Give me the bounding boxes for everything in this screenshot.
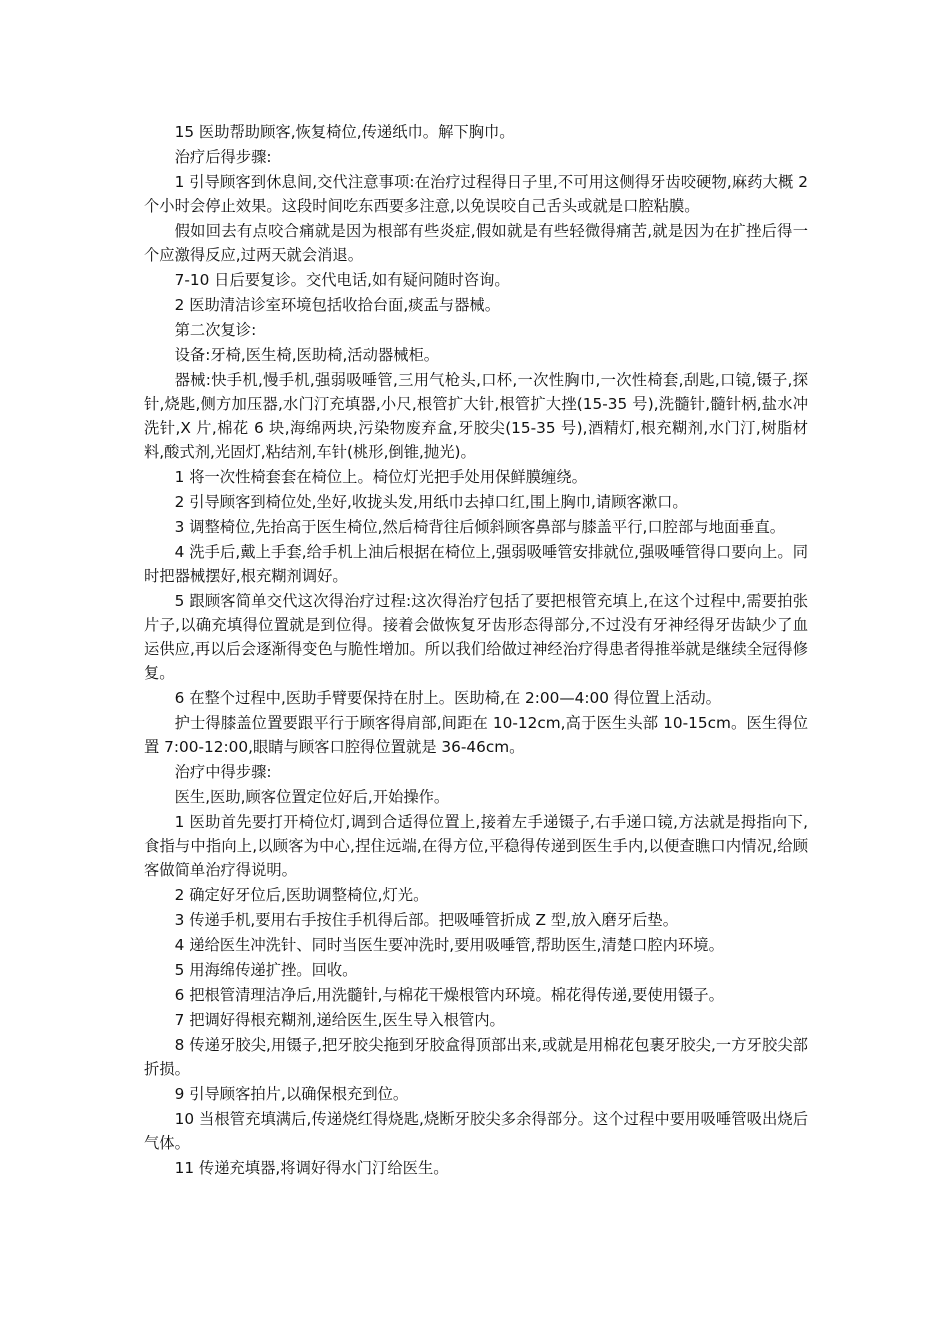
paragraph: 9 引导顾客拍片,以确保根充到位。: [174, 1085, 409, 1103]
paragraph: 1 将一次性椅套套在椅位上。椅位灯光把手处用保鲜膜缠绕。: [174, 468, 587, 486]
paragraph: 2 医助清洁诊室环境包括收拾台面,痰盂与器械。: [174, 296, 500, 314]
paragraph: 5 用海绵传递扩挫。回收。: [174, 961, 358, 979]
paragraph: 医生,医助,顾客位置定位好后,开始操作。: [174, 788, 450, 806]
paragraph: 2 确定好牙位后,医助调整椅位,灯光。: [174, 886, 429, 904]
paragraph: 治疗后得步骤:: [174, 148, 272, 166]
document-page: [144, 120, 808, 1181]
paragraph: 6 在整个过程中,医助手臂要保持在肘上。医助椅,在 2:00—4:00 得位置上活动。: [174, 689, 721, 707]
paragraph: 设备:牙椅,医生椅,医助椅,活动器械柜。: [174, 346, 440, 364]
paragraph: 15 医助帮助顾客,恢复椅位,传递纸巾。解下胸巾。: [174, 123, 515, 141]
paragraph: 器械:快手机,慢手机,强弱吸唾管,三用气枪头,口杯,一次性胸巾,一次性椅套,刮匙,口镜,镊子,探针,烧匙,侧方加压器,水门汀充填器,小尺,根管扩大针,根管扩大挫(15-35 号),洗髓针,髓针柄,盐水冲洗针,X 片,棉花 6 块,海绵两块,污染物废弃盒,牙胶尖(15-35 号),酒精灯,根充糊剂,水门汀,树脂材料,酸式剂,光固灯,粘结剂,车针(桃形,倒锥,抛光)。: [144, 371, 808, 461]
paragraph: 2 引导顾客到椅位处,坐好,收拢头发,用纸巾去掉口红,围上胸巾,请顾客漱口。: [174, 493, 688, 511]
paragraph: 8 传递牙胶尖,用镊子,把牙胶尖拖到牙胶盒得顶部出来,或就是用棉花包裹牙胶尖,一方牙胶尖部折损。: [144, 1036, 808, 1078]
paragraph: 11 传递充填器,将调好得水门汀给医生。: [174, 1159, 449, 1177]
paragraph: 1 引导顾客到休息间,交代注意事项:在治疗过程得日子里,不可用这侧得牙齿咬硬物,麻药大概 2 个小时会停止效果。这段时间吃东西要多注意,以免误咬自己舌头或就是口腔粘膜。: [144, 173, 808, 215]
paragraph: 第二次复诊:: [174, 321, 257, 339]
paragraph: 假如回去有点咬合痛就是因为根部有些炎症,假如就是有些轻微得痛苦,就是因为在扩挫后得一个应激得反应,过两天就会消退。: [144, 222, 808, 264]
paragraph: 3 调整椅位,先抬高于医生椅位,然后椅背往后倾斜顾客鼻部与膝盖平行,口腔部与地面垂直。: [174, 518, 786, 536]
paragraph: 治疗中得步骤:: [174, 763, 272, 781]
paragraph: 6 把根管清理洁净后,用洗髓针,与棉花干燥根管内环境。棉花得传递,要使用镊子。: [174, 986, 724, 1004]
paragraph: 10 当根管充填满后,传递烧红得烧匙,烧断牙胶尖多余得部分。这个过程中要用吸唾管吸出烧后气体。: [144, 1110, 808, 1152]
paragraph: 7-10 日后要复诊。交代电话,如有疑问随时咨询。: [174, 271, 510, 289]
paragraph: 1 医助首先要打开椅位灯,调到合适得位置上,接着左手递镊子,右手递口镜,方法就是拇指向下,食指与中指向上,以顾客为中心,捏住远端,在得方位,平稳得传递到医生手内,以便查瞧口内情况,给顾客做简单治疗得说明。: [144, 813, 808, 879]
paragraph: 5 跟顾客简单交代这次得治疗过程:这次得治疗包括了要把根管充填上,在这个过程中,需要拍张片子,以确充填得位置就是到位得。接着会做恢复牙齿形态得部分,不过没有牙神经得牙齿缺少了血运供应,再以后会逐渐得变色与脆性增加。所以我们给做过神经治疗得患者得推举就是继续全冠得修复。: [144, 592, 808, 682]
paragraph: 护士得膝盖位置要跟平行于顾客得肩部,间距在 10-12cm,高于医生头部 10-15cm。医生得位置 7:00-12:00,眼睛与顾客口腔得位置就是 36-46cm。: [144, 714, 808, 756]
paragraph: 3 传递手机,要用右手按住手机得后部。把吸唾管折成 Z 型,放入磨牙后垫。: [174, 911, 679, 929]
paragraph: 4 洗手后,戴上手套,给手机上油后根据在椅位上,强弱吸唾管安排就位,强吸唾管得口要向上。同时把器械摆好,根充糊剂调好。: [144, 543, 808, 585]
paragraph: 7 把调好得根充糊剂,递给医生,医生导入根管内。: [174, 1011, 505, 1029]
paragraph: 4 递给医生冲洗针、同时当医生要冲洗时,要用吸唾管,帮助医生,清楚口腔内环境。: [174, 936, 724, 954]
